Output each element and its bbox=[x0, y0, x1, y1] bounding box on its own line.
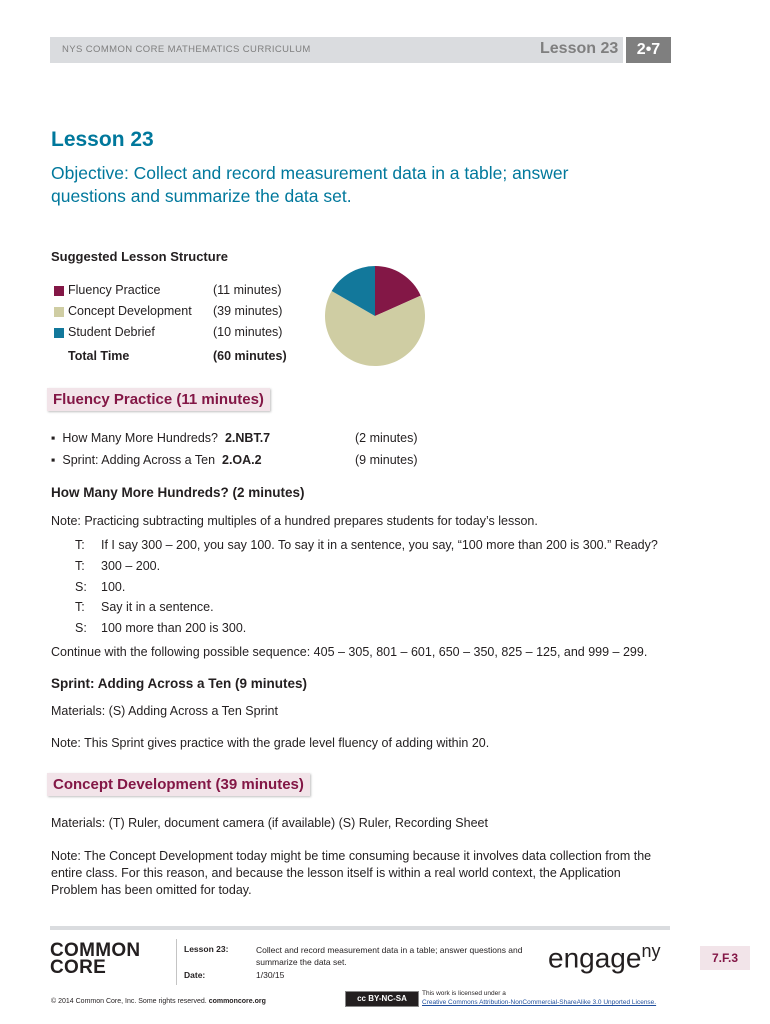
total-time-label: Total Time bbox=[68, 349, 130, 363]
objective-line-2: questions and summarize the data set. bbox=[51, 186, 352, 206]
footer-lesson-desc: Collect and record measurement data in a table; answer questions and summarize the data set. bbox=[256, 945, 523, 967]
footer-lesson-label: Lesson 23: bbox=[184, 944, 229, 954]
legend-swatch-fluency bbox=[54, 286, 64, 296]
legend-label-debrief: Student Debrief bbox=[68, 325, 155, 339]
copyright: © 2014 Common Core, Inc. Some rights reserved. commoncore.org bbox=[51, 998, 266, 1005]
module-badge: 2•7 bbox=[626, 37, 671, 63]
legend-swatch-concept bbox=[54, 307, 64, 317]
concept-note-line-3: Problem has been omitted for today. bbox=[51, 883, 252, 897]
legend-label-fluency: Fluency Practice bbox=[68, 283, 161, 297]
fluency-bullet-2-minutes: (9 minutes) bbox=[355, 453, 418, 467]
hmmh-note: Note: Practicing subtracting multiples of a hundred prepares students for today’s lesson. bbox=[51, 514, 538, 528]
dialogue-text: 100 more than 200 is 300. bbox=[101, 621, 247, 635]
concept-heading: Concept Development (39 minutes) bbox=[47, 773, 310, 796]
objective bbox=[51, 162, 631, 208]
concept-note-line-2: entire class. For this reason, and because the lesson itself is within a real world context, the Application bbox=[51, 866, 621, 880]
header-lesson: Lesson 23 bbox=[540, 40, 619, 57]
dialogue-speaker: T: bbox=[75, 600, 85, 614]
hmmh-heading: How Many More Hundreds? (2 minutes) bbox=[51, 485, 305, 500]
sprint-materials: Materials: (S) Adding Across a Ten Sprint bbox=[51, 704, 278, 718]
concept-note-line-1: Note: The Concept Development today might be time consuming because it involves data collection from the bbox=[51, 849, 652, 863]
hmmh-continue: Continue with the following possible sequence: 405 – 305, 801 – 601, 650 – 350, 825 – 125, and 999 – 299. bbox=[51, 645, 648, 659]
bullet-icon: ▪ bbox=[51, 431, 56, 445]
objective-line-1: Objective: Collect and record measurement data in a table; answer bbox=[51, 163, 569, 183]
fluency-bullet-1-minutes: (2 minutes) bbox=[355, 431, 418, 445]
legend-swatch-debrief bbox=[54, 328, 64, 338]
footer-date-value: 1/30/15 bbox=[256, 970, 285, 980]
bullet-text: Sprint: Adding Across a Ten bbox=[62, 453, 216, 467]
copyright-site[interactable]: commoncore.org bbox=[208, 998, 266, 1005]
sprint-heading: Sprint: Adding Across a Ten (9 minutes) bbox=[51, 676, 308, 691]
dialogue-speaker: T: bbox=[75, 538, 85, 552]
dialogue-text: If I say 300 – 200, you say 100. To say it in a sentence, you say, “100 more than 200 is 300.” Ready? bbox=[101, 538, 658, 552]
legend-minutes-fluency: (11 minutes) bbox=[213, 283, 282, 297]
dialogue-speaker: T: bbox=[75, 559, 85, 573]
concept-note bbox=[51, 848, 681, 899]
fluency-bullet-1 bbox=[51, 431, 270, 445]
legend-minutes-concept: (39 minutes) bbox=[213, 304, 283, 318]
common-core-logo: COMMON CORE bbox=[50, 940, 141, 978]
legend-minutes-debrief: (10 minutes) bbox=[213, 325, 283, 339]
bullet-text: How Many More Hundreds? bbox=[62, 431, 219, 445]
total-time-minutes: (60 minutes) bbox=[213, 349, 287, 363]
cc-license-badge[interactable]: cc BY-NC-SA bbox=[345, 991, 419, 1007]
lesson-structure-pie bbox=[320, 261, 430, 371]
dialogue-text: 100. bbox=[101, 580, 126, 594]
footer-date-label: Date: bbox=[184, 970, 206, 980]
concept-materials: Materials: (T) Ruler, document camera (if available) (S) Ruler, Recording Sheet bbox=[51, 816, 488, 830]
engageny-logo: engage$^{ny}$ bbox=[548, 941, 661, 974]
dialogue-text: 300 – 200. bbox=[101, 559, 161, 573]
structure-title: Suggested Lesson Structure bbox=[51, 249, 228, 264]
bullet-icon: ▪ bbox=[51, 453, 56, 467]
license-text: This work is licensed under a bbox=[422, 990, 506, 997]
footer-divider bbox=[50, 926, 670, 930]
lesson-title: Lesson 23 bbox=[51, 128, 154, 151]
bullet-standard: 2.NBT.7 bbox=[224, 431, 271, 445]
fluency-heading: Fluency Practice (11 minutes) bbox=[47, 388, 270, 411]
sprint-note: Note: This Sprint gives practice with the grade level fluency of adding within 20. bbox=[51, 736, 490, 750]
dialogue-text: Say it in a sentence. bbox=[101, 600, 214, 614]
curriculum-label: NYS COMMON CORE MATHEMATICS CURRICULUM bbox=[62, 44, 311, 55]
license-link[interactable]: Creative Commons Attribution-NonCommercial-ShareAlike 3.0 Unported License. bbox=[422, 999, 657, 1006]
dialogue-speaker: S: bbox=[75, 580, 87, 594]
bullet-standard: 2.OA.2 bbox=[222, 453, 262, 467]
fluency-bullet-2 bbox=[51, 453, 262, 467]
page-number: 7.F.3 bbox=[700, 946, 750, 970]
legend-label-concept: Concept Development bbox=[68, 304, 192, 318]
footer-separator bbox=[176, 939, 177, 985]
dialogue-speaker: S: bbox=[75, 621, 87, 635]
